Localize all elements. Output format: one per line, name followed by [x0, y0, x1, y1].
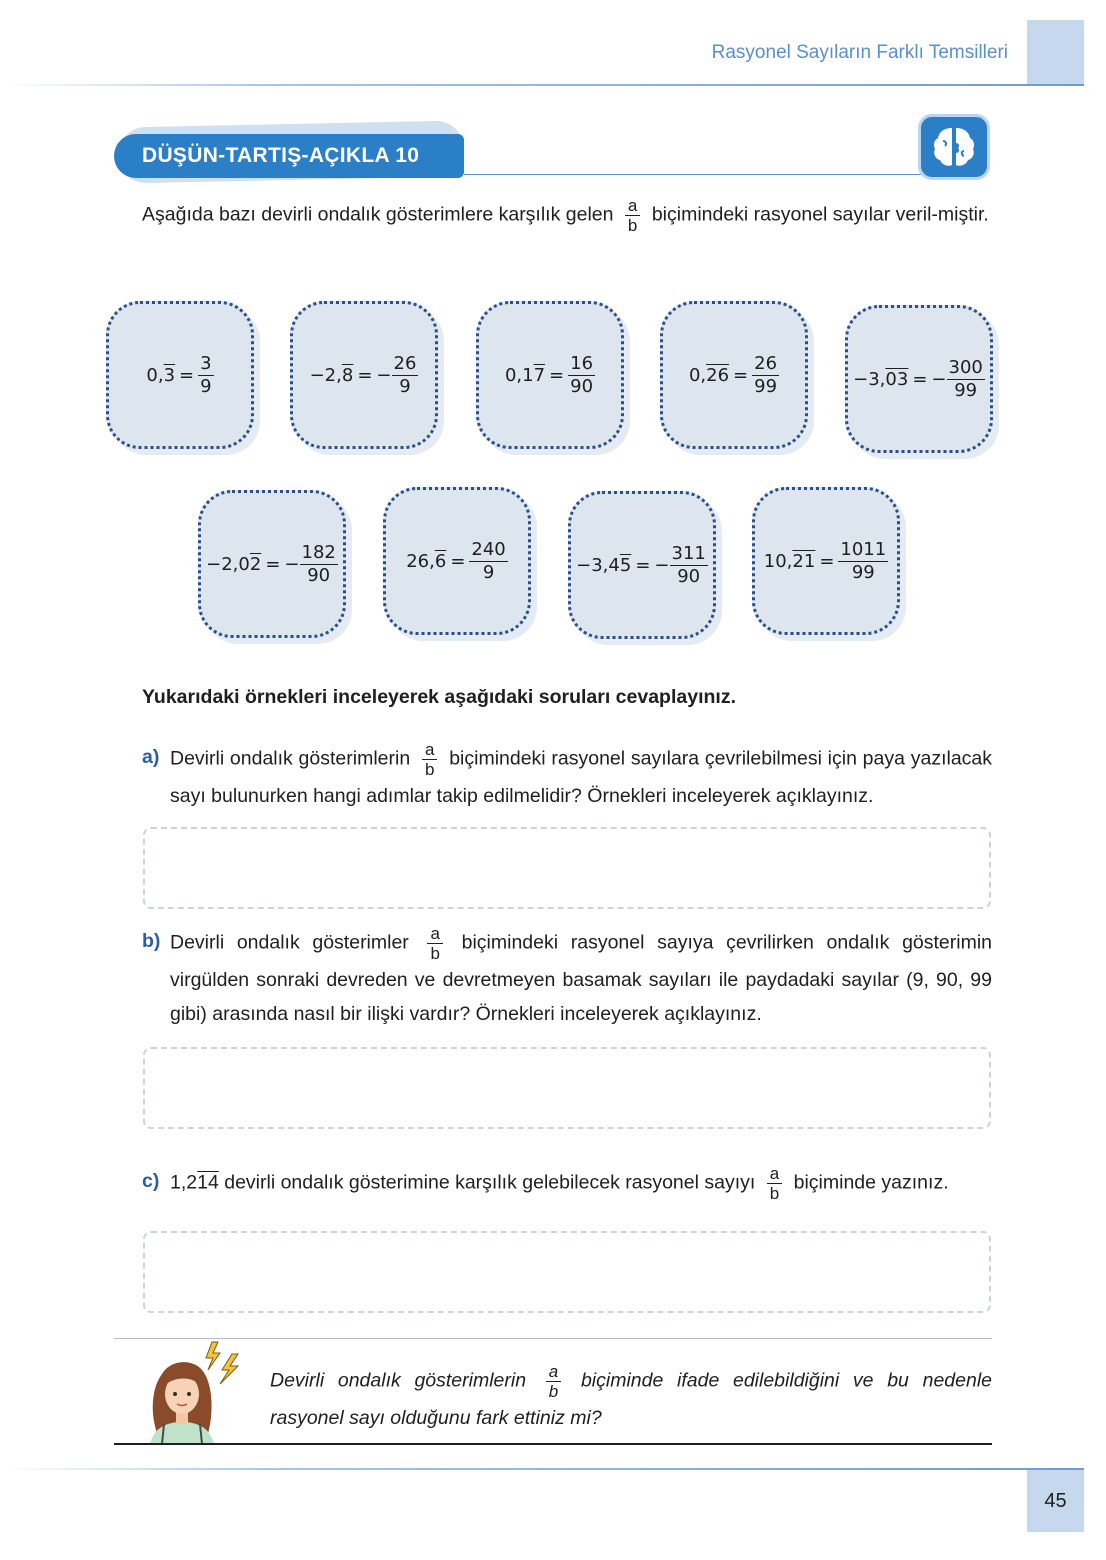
fraction-denominator: 99: [754, 375, 778, 397]
fraction-a-over-b: [625, 196, 640, 235]
question-text: [170, 740, 992, 813]
intro-text-after: biçimindeki rasyonel sayılar veril-miştir.: [651, 203, 989, 226]
example-card: [383, 487, 531, 635]
example-card: [752, 487, 900, 635]
fraction: [469, 539, 507, 584]
fraction-numerator: 3: [200, 352, 212, 374]
decimal-equation: [206, 542, 338, 587]
fraction: [838, 539, 888, 584]
fraction-denominator: 99: [851, 561, 875, 583]
example-card: [290, 301, 438, 449]
fraction-denominator: 9: [482, 561, 495, 583]
fraction-sign: −: [284, 553, 300, 575]
instruction: Yukarıdaki örnekleri inceleyerek aşağıdaki soruları cevaplayınız.: [142, 686, 736, 708]
fraction-a-over-b: [546, 1362, 561, 1401]
fraction: [670, 543, 708, 588]
equals-sign: =: [265, 553, 281, 575]
decimal-whole: 3,: [591, 554, 609, 576]
fraction: [568, 353, 595, 398]
card-body: [660, 301, 808, 449]
fraction-numerator: 26: [754, 352, 778, 374]
question-label: a): [142, 746, 160, 768]
fraction-denominator: 90: [307, 564, 331, 586]
header-rule: [0, 84, 1084, 86]
decimal-equation: [853, 357, 985, 402]
answer-box-a[interactable]: [143, 827, 991, 909]
header-tab: [1027, 20, 1084, 86]
negative-sign: −: [309, 364, 325, 386]
card-body: [198, 490, 346, 638]
decimal-equation: [406, 539, 508, 584]
note-text-after: biçiminde ifade edilebildiğini ve bu nedenle rasyonel sayı olduğunu fark ettiniz mi?: [270, 1369, 992, 1429]
example-card: [568, 491, 716, 639]
question-text-after: biçiminde yazınız.: [793, 1171, 949, 1194]
fraction-numerator: a: [767, 1164, 782, 1184]
equals-sign: =: [450, 550, 466, 572]
fraction-denominator: b: [769, 1184, 780, 1203]
fraction-numerator: 240: [471, 538, 506, 560]
fraction-denominator: 90: [570, 375, 594, 397]
running-header: Rasyonel Sayıların Farklı Temsilleri: [711, 42, 1008, 63]
negative-sign: −: [853, 368, 869, 390]
fraction-numerator: 16: [570, 352, 594, 374]
decimal-whole: 26,: [406, 550, 435, 572]
fraction-numerator: a: [625, 196, 640, 216]
decimal-whole: 2,: [221, 553, 239, 575]
decimal-repeating: 26: [706, 364, 730, 386]
question-text: [170, 924, 992, 1031]
card-body: [106, 301, 254, 449]
decimal-repeating: 8: [341, 364, 354, 386]
decimal-nonrepeating: 0: [238, 553, 250, 575]
fraction-numerator: 182: [301, 541, 336, 563]
decimal-whole: 0,: [504, 364, 523, 386]
question-a: [142, 740, 992, 813]
intro-paragraph: [142, 196, 992, 235]
equals-sign: =: [733, 364, 749, 386]
section-banner: [114, 134, 464, 178]
fraction: [752, 353, 779, 398]
question-c: [142, 1164, 992, 1203]
equals-sign: =: [357, 364, 373, 386]
brain-puzzle-icon: [918, 114, 990, 180]
fraction-a-over-b: [767, 1164, 782, 1203]
page-number: 45: [1027, 1470, 1084, 1532]
equals-sign: =: [549, 364, 565, 386]
fraction-denominator: b: [430, 944, 440, 963]
card-body: [383, 487, 531, 635]
fraction-denominator: 9: [200, 375, 212, 397]
decimal-nonrepeating: 4: [608, 554, 620, 576]
equals-sign: =: [635, 554, 651, 576]
fraction: [300, 542, 338, 587]
question-b: [142, 924, 992, 1031]
fraction-denominator: 99: [954, 379, 978, 401]
question-text-before: Devirli ondalık gösterimlerin: [170, 747, 411, 770]
fraction-numerator: a: [422, 740, 437, 760]
negative-sign: −: [206, 553, 222, 575]
fraction: [947, 357, 985, 402]
fraction-sign: −: [654, 554, 670, 576]
fraction-numerator: 300: [948, 356, 983, 378]
example-card: [660, 301, 808, 449]
negative-sign: −: [576, 554, 592, 576]
footer-rule: [0, 1468, 1084, 1470]
decimal-repeating: 21: [792, 550, 816, 572]
question-label: c): [142, 1170, 160, 1192]
question-text-before: Devirli ondalık gösterimler: [170, 931, 409, 954]
decimal-repeating: 2: [249, 553, 262, 575]
equals-sign: =: [179, 364, 195, 386]
fraction-denominator: 90: [677, 565, 701, 587]
card-body: [845, 305, 993, 453]
fraction-denominator: b: [548, 1382, 559, 1401]
fraction-sign: −: [376, 364, 392, 386]
fraction-numerator: a: [546, 1362, 561, 1382]
card-body: [476, 301, 624, 449]
question-text-after: biçimindeki rasyonel sayılara çevrilebilmesi için paya yazılacak sayı bulunurken hangi adımlar takip edilmelidir? Örnekleri inceleyerek açıklayınız.: [170, 747, 993, 807]
fraction-numerator: 1011: [840, 538, 887, 560]
decimal-equation: [576, 543, 708, 588]
decimal-repeating: 7: [533, 364, 546, 386]
fraction-denominator: 9: [399, 375, 411, 397]
fraction-numerator: a: [427, 924, 442, 944]
decimal-whole: 3,: [868, 368, 886, 390]
fraction-denominator: b: [627, 216, 638, 235]
decimal-equation: [689, 353, 779, 398]
card-body: [752, 487, 900, 635]
decimal-whole: 0,: [146, 364, 164, 386]
note-text-before: Devirli ondalık gösterimlerin: [270, 1369, 527, 1392]
fraction-sign: −: [931, 368, 947, 390]
decimal-whole: 0,: [688, 364, 707, 386]
decimal-equation: [764, 539, 888, 584]
decimal-repeating: 5: [619, 554, 632, 576]
fraction: [198, 353, 213, 398]
decimal-equation: [146, 353, 213, 398]
decimal-repeating: 6: [434, 550, 447, 572]
fraction-denominator: b: [424, 760, 435, 779]
fraction-a-over-b: [427, 924, 442, 963]
question-text-before: devirli ondalık gösterimine karşılık gelebilecek rasyonel sayıyı: [224, 1171, 756, 1194]
girl-thinking-illustration: [140, 1340, 250, 1444]
answer-box-c[interactable]: [143, 1231, 991, 1313]
decimal-repeating: 3: [163, 364, 176, 386]
reflection-note: [270, 1362, 992, 1435]
fraction-a-over-b: [422, 740, 437, 779]
decimal-repeating: 14: [197, 1171, 219, 1194]
example-card: [845, 305, 993, 453]
question-label: b): [142, 930, 161, 952]
section-title: DÜŞÜN-TARTIŞ-AÇIKLA 10: [142, 144, 420, 167]
example-card: [106, 301, 254, 449]
decimal-whole: 10,: [763, 550, 793, 572]
fraction: [392, 353, 419, 398]
decimal-equation: [505, 353, 595, 398]
note-top-rule: [114, 1338, 992, 1339]
answer-box-b[interactable]: [143, 1047, 991, 1129]
intro-text-before: Aşağıda bazı devirli ondalık gösterimlere karşılık gelen: [142, 203, 614, 226]
example-card: [476, 301, 624, 449]
equals-sign: =: [912, 368, 928, 390]
card-body: [290, 301, 438, 449]
repeating-decimal: [170, 1172, 219, 1194]
decimal-repeating: 03: [885, 368, 909, 390]
note-bottom-rule: [114, 1443, 992, 1445]
fraction-numerator: 26: [393, 352, 417, 374]
fraction-numerator: 311: [671, 542, 706, 564]
equals-sign: =: [819, 550, 835, 572]
decimal-nonrepeating: 1: [522, 364, 534, 386]
decimal-whole: 1,2: [170, 1171, 198, 1194]
banner-rule: [464, 174, 930, 175]
question-text-after: biçimindeki rasyonel sayıya çevrilirken ondalık gösterimin virgülden sonraki devreden ve devretmeyen basamak sayıları ile paydadaki sayılar (9, 90, 99 gibi) arasında nasıl bir ilişki vardır? Örnekleri inceleyerek açıklayınız.: [170, 931, 993, 1025]
decimal-whole: 2,: [324, 364, 342, 386]
example-card: [198, 490, 346, 638]
decimal-equation: [310, 353, 419, 398]
card-body: [568, 491, 716, 639]
question-text: [170, 1164, 992, 1203]
